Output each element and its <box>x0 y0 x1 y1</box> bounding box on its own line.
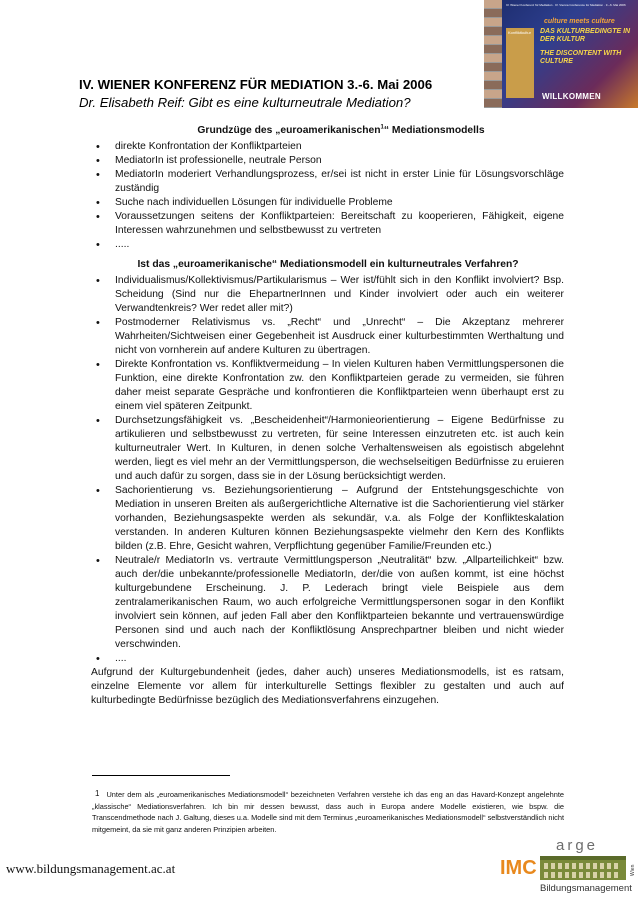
logo-city-text: Wien <box>630 864 636 876</box>
poster-side-label: Konfliktkultur <box>506 28 534 98</box>
list-item: • direkte Konfrontation der Konfliktparteien <box>92 140 564 154</box>
poster-line-3: THE DISCONTENT WITH CULTURE <box>540 50 622 65</box>
list-item: • .... <box>92 652 564 666</box>
list-item: • Postmoderner Relativismus vs. „Recht“ und „Unrecht“ – Die Akzeptanz mehrerer Wahrheiten/Sichtweisen einer Gegebenheit ist Ausdruck einer kulturbestimmten Werthaltung und nicht von vornherein auf andere Kulturen zu übertragen. <box>92 316 564 358</box>
logo-imc-text: IMC <box>500 857 537 879</box>
logo-sub-text: Bildungsmanagement <box>540 883 632 894</box>
section2-heading: Ist das „euroamerikanische“ Mediationsmodell ein kulturneutrales Verfahren? <box>137 259 519 270</box>
poster-header: IV. Wiener Konferenz für Mediation · IV. Vienna Conference for Mediation · 3.–6. Mai 2006 <box>506 3 626 7</box>
list-item: • ..... <box>92 238 564 252</box>
document-title: IV. WIENER KONFERENZ FÜR MEDIATION 3.-6. Mai 2006 <box>79 77 433 92</box>
poster-line-2: DAS KULTURBEDINGTE IN DER KULTUR <box>540 28 631 43</box>
poster-line-1: culture meets culture <box>544 18 615 25</box>
closing-paragraph: Aufgrund der Kulturgebundenheit (jedes, daher auch) unseres Mediationsmodells, ist es ratsam, einzelne Elemente vor allem für interkulturelle Settings flexibler zu gestalten und auch auf kulturbedingte Bedürfnisse bezüglich des Mediationsverfahrens einzugehen. <box>91 667 564 706</box>
list-item: • Neutrale/r MediatorIn vs. vertraute Vermittlungsperson „Neutralität“ bzw. „Allparteilichkeit“ bzw. auch der/die unbekannte/professionelle MediatorIn, der/die von außen kommt, ist eine höchst kulturgebundene Erscheinung. J. P. Lederach bringt viele Beispiele aus dem zentralamerikanischen Raum, wo auch erfolgreiche Vermittlungspersonen sogar in den Konflikt involviert sein können, auf jeden Fall aber den Konfliktparteien bekannte und vertrauenswürdige Personen sind und auch nach der Konfliktlösung Ansprechpartner bleiben und nicht wieder verschwinden. <box>92 554 564 652</box>
list-item: • Durchsetzungsfähigkeit vs. „Bescheidenheit“/Harmonieorientierung – Eigene Bedürfnisse zu artikulieren und selbstbewusst zu vertreten, für seine Interessen einzutreten etc. ist auch kein kulturneutraler Wert. In Kulturen, in denen solche Verhaltensweisen als egoistisch abgelehnt werden, liegt es viel mehr an der Vermittlungsperson, die wechselseitigen Bedürfnisse zu eruieren und auch dafür zu sorgen, dass sie in der Lösung berücksichtigt werden. <box>92 414 564 484</box>
footnote-text: Unter dem als „euroamerikanisches Mediationsmodell“ bezeichneten Verfahren verstehe ich das eng an das Havard-Konzept angelehnte „klassische“ Mediationsverfahren. Ich bin mir dessen bewusst, dass auch in Europa andere Modelle existieren, wie bspw. die Transcendmethode nach J. Galtung, dieses u.a. Modelle sind mit dem Terminus „euroamerikanisches Mediationsmodell“ selbstverständlich nicht mitgemeint, da sie mit ganz anderen Prinzipien arbeiten. <box>92 790 564 834</box>
conference-poster-image <box>484 0 638 108</box>
poster-welcome: WILLKOMMEN <box>542 92 601 101</box>
list-item: • Sachorientierung vs. Beziehungsorientierung – Aufgrund der Entstehungsgeschichte von Mediation in unseren Breiten als außergerichtliche Alternative ist die Sachorientierung viel stärker vorhanden, Beziehungsaspekte werden als sekundär, v.a. als Folge der Konflikteskalation verstanden. In anderen Kulturen können Beziehungsaspekte vielmehr den Kern des Konflikts bilden (z.B. Ehre, Gesicht wahren, Verpflichtung gegenüber Familie/Freunden etc.) <box>92 484 564 554</box>
list-item: • MediatorIn ist professionelle, neutrale Person <box>92 154 564 168</box>
section1-list <box>92 140 564 252</box>
list-item: • Individualismus/Kollektivismus/Partikularismus – Wer ist/fühlt sich in den Konflikt involviert? Bsp. Scheidung (Sind nur die EhepartnerInnen und Kinder involviert oder auch ein weiterer Verwandtenkreis? Wer redet aller mit?) <box>92 274 564 316</box>
footnote-number: 1 <box>95 789 100 798</box>
list-item: • Voraussetzungen seitens der Konfliktparteien: Bereitschaft zu kooperieren, Fähigkeit, eigene Interessen wahrzunehmen und selbstbewusst zu vertreten <box>92 210 564 238</box>
document-body <box>92 122 564 708</box>
document-subtitle: Dr. Elisabeth Reif: Gibt es eine kulturneutrale Mediation? <box>79 95 411 110</box>
list-item: • Suche nach individuellen Lösungen für individuelle Probleme <box>92 196 564 210</box>
logo-arge-text: arge <box>556 837 599 854</box>
arge-imc-logo <box>500 836 638 896</box>
footnote-divider <box>92 775 230 776</box>
footnote-ref[interactable]: 1 <box>380 124 384 131</box>
section1-heading: Grundzüge des „euroamerikanischen$^1$“ Mediationsmodells <box>197 124 485 136</box>
website-link[interactable]: www.bildungsmanagement.ac.at <box>6 861 176 876</box>
photo-strip <box>484 0 502 108</box>
section2-list <box>92 274 564 666</box>
footnote <box>92 788 564 835</box>
list-item: • MediatorIn moderiert Verhandlungsprozess, er/sei ist nicht in erster Linie für Lösungsvorschläge zuständig <box>92 168 564 196</box>
list-item: • Direkte Konfrontation vs. Konfliktvermeidung – In vielen Kulturen haben Vermittlungspersonen die Funktion, eine direkte Konfrontation zw. den Konfliktparteien gerade zu vermeiden, sie führen daher meist separate Gespräche und konfrontieren die Konfliktparteien wenn überhaupt erst zu einem viel späteren Zeitpunkt. <box>92 358 564 414</box>
